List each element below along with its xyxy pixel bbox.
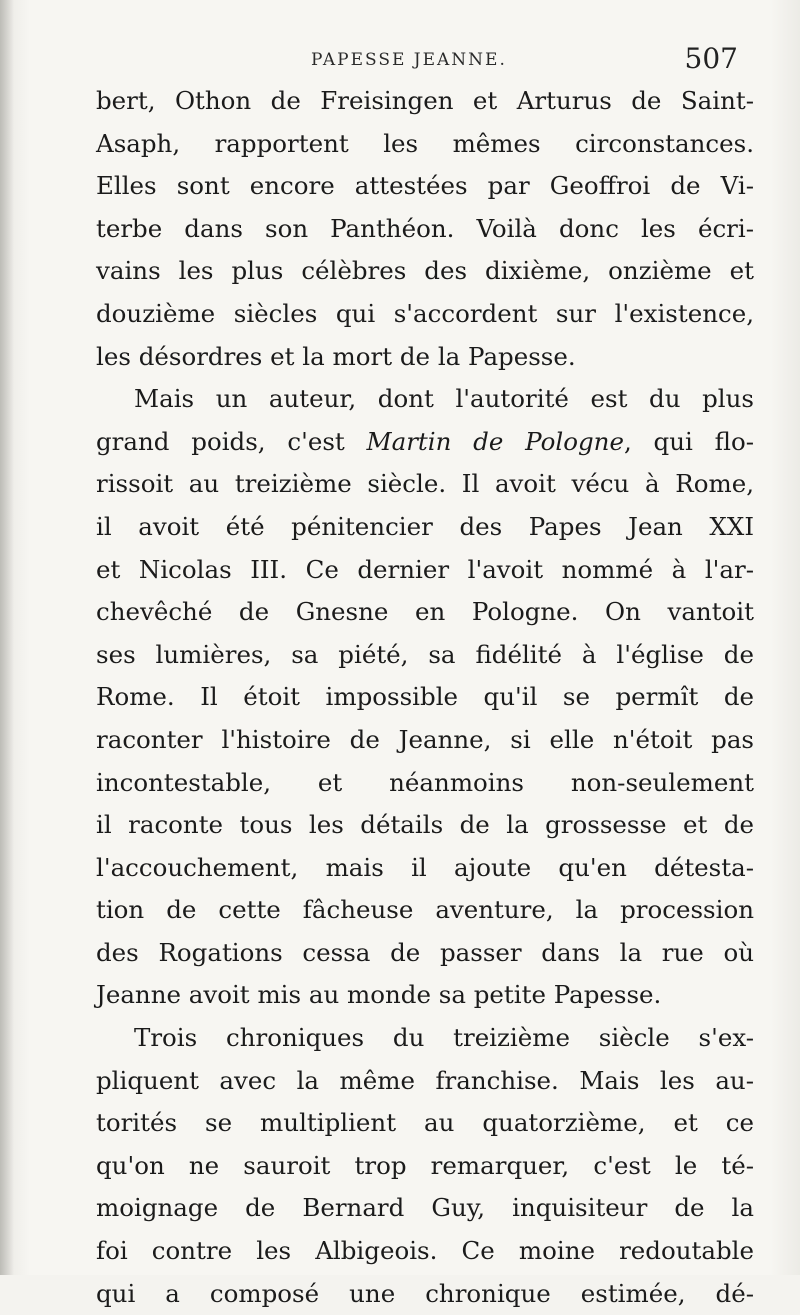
text-line: ses lumières, sa piété, sa fidélité à l'église de — [96, 639, 754, 669]
text-line: qui a composé une chronique estimée, dé- — [96, 1278, 754, 1308]
text-line: Rome. Il étoit impossible qu'il se permît de — [96, 682, 754, 712]
spine-shadow — [0, 0, 14, 1275]
text-line: torités se multiplient au quatorzième, et ce — [96, 1108, 754, 1138]
text-line: foi contre les Albigeois. Ce moine redoutable — [96, 1236, 754, 1266]
text-line: moignage de Bernard Guy, inquisiteur de la — [96, 1193, 754, 1223]
italic-name: Martin de Pologne — [366, 426, 624, 456]
text-line: chevêché de Gnesne en Pologne. On vantoit — [96, 597, 754, 627]
text-line: il avoit été pénitencier des Papes Jean XXI — [96, 511, 754, 541]
text-line-with-italic — [96, 421, 754, 464]
text-line: qu'on ne sauroit trop remarquer, c'est le té- — [96, 1150, 754, 1180]
text-line: il raconte tous les détails de la grossesse et de — [96, 810, 754, 840]
text-line: l'accouchement, mais il ajoute qu'en détesta- — [96, 852, 754, 882]
text-line: des Rogations cessa de passer dans la rue où — [96, 937, 754, 967]
text-segment: grand poids, c'est — [96, 426, 367, 456]
text-line: et Nicolas III. Ce dernier l'avoit nommé à l'ar- — [96, 554, 754, 584]
text-line: vains les plus célèbres des dixième, onzième et — [96, 256, 754, 286]
text-line: Trois chroniques du treizième siècle s'ex- — [134, 1023, 754, 1053]
body-text — [96, 80, 754, 1315]
text-line: Asaph, rapportent les mêmes circonstances. — [96, 128, 754, 158]
text-line: raconter l'histoire de Jeanne, si elle n'étoit pas — [96, 724, 754, 754]
page-number: 507 — [684, 42, 738, 75]
text-line: douzième siècles qui s'accordent sur l'existence, — [96, 298, 754, 328]
paragraph-1 — [96, 80, 754, 378]
text-line: bert, Othon de Freisingen et Arturus de Saint- — [96, 86, 754, 115]
running-title: PAPESSE JEANNE. — [311, 50, 507, 70]
text-line: terbe dans son Panthéon. Voilà donc les écri- — [96, 213, 754, 243]
text-line: pliquent avec la même franchise. Mais les au- — [96, 1065, 754, 1095]
text-line: tion de cette fâcheuse aventure, la procession — [96, 895, 754, 925]
text-line: incontestable, et néanmoins non-seulement — [96, 767, 754, 797]
paragraph-3 — [96, 1017, 754, 1315]
text-line: Jeanne avoit mis au monde sa petite Papesse. — [96, 980, 662, 1010]
text-line: les désordres et la mort de la Papesse. — [96, 341, 576, 371]
text-line: Elles sont encore attestées par Geoffroi de Vi- — [96, 171, 754, 201]
text-line: rissoit au treizième siècle. Il avoit vécu à Rome, — [96, 469, 754, 499]
paragraph-2 — [96, 378, 754, 1017]
text-line: Mais un auteur, dont l'autorité est du plus — [134, 384, 754, 414]
text-segment: , qui flo- — [623, 426, 754, 456]
